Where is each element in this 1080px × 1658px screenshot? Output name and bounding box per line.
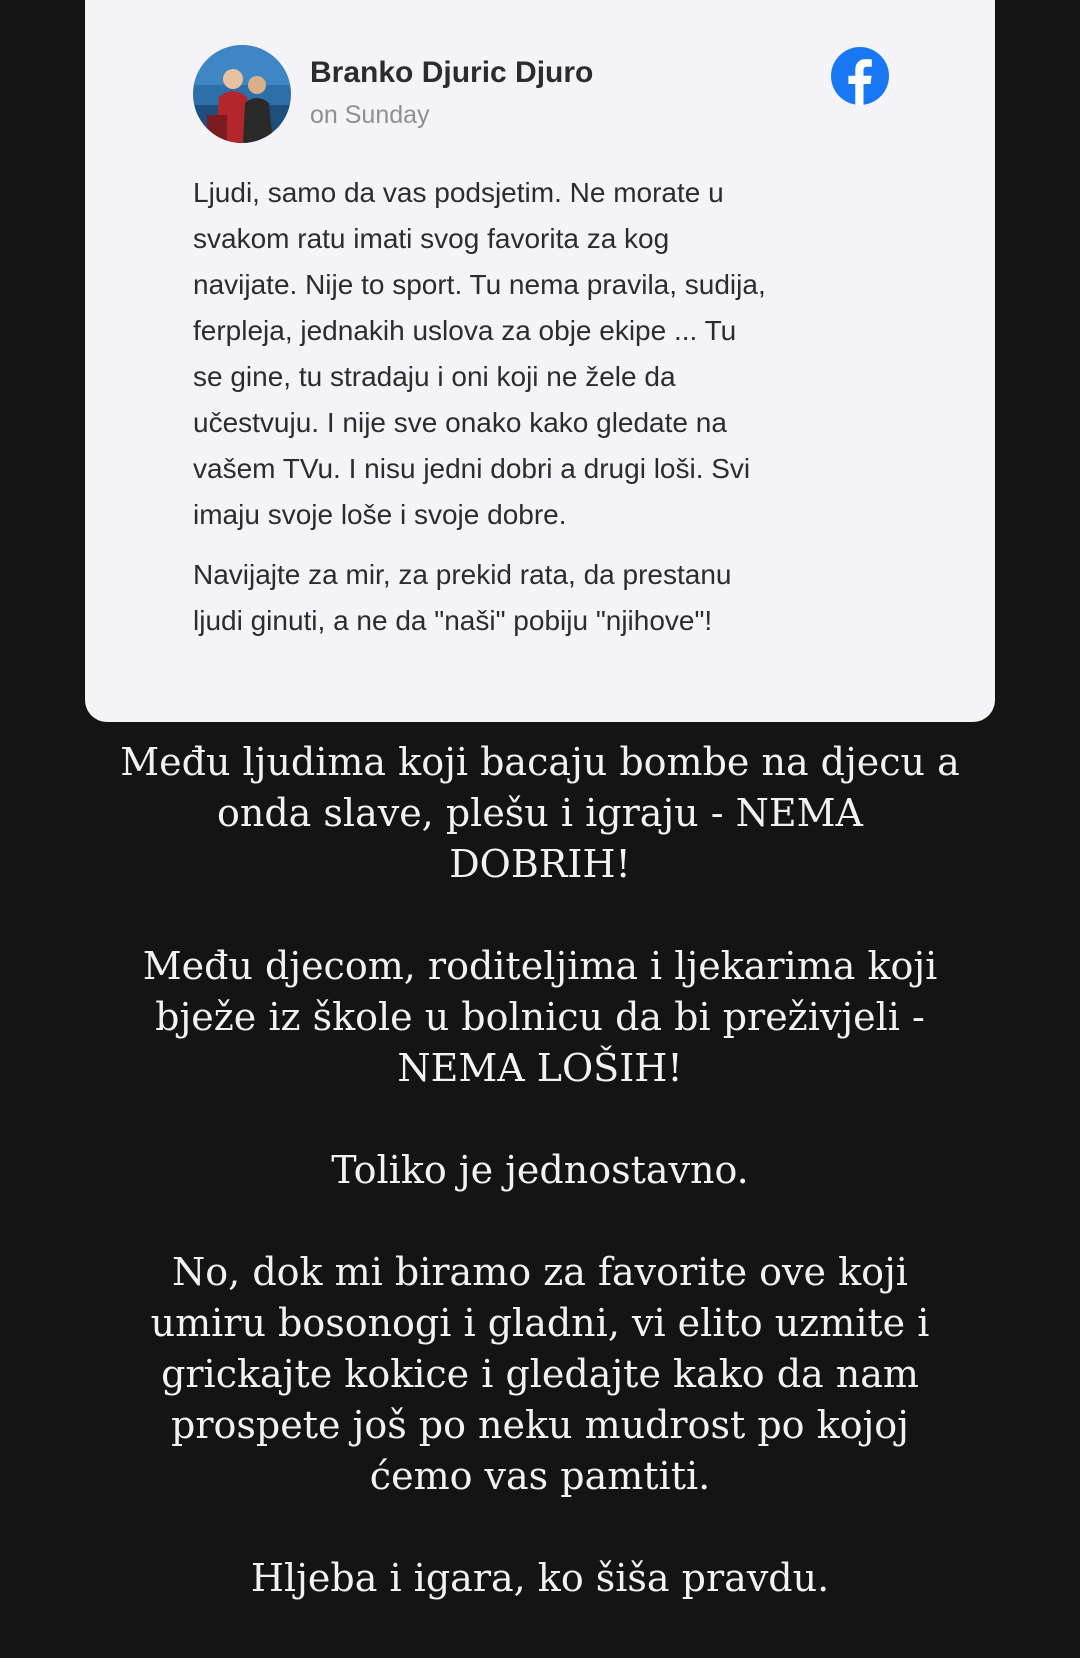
story-paragraph: Toliko je jednostavno. [331,1148,749,1192]
author-avatar[interactable] [193,45,291,143]
shared-post-card[interactable] [85,0,995,722]
post-paragraph: Ljudi, samo da vas podsjetim. Ne morate u svakom ratu imati svog favorita za kog navijate. Nije to sport. Tu nema pravila, sudija, ferpleja, jednakih uslova za obje ekipe ... Tu se gine, tu stradaju i oni koji ne žele da učestvuju. I nije sve onako kako gledate na vašem TVu. I nisu jedni dobri a drugi loši. Svi imaju svoje loše i svoje dobre. [193,177,766,530]
story-paragraph: Hljeba i igara, ko šiša pravdu. [250,1556,830,1600]
post-time: on Sunday [310,101,430,129]
post-paragraph: Navijajte za mir, za prekid rata, da prestanu ljudi ginuti, a ne da "naši" pobiju "njihove"! [193,559,732,636]
author-name[interactable]: Branko Djuric Djuro [310,56,594,89]
post-body [193,170,913,644]
story-paragraph: Među ljudima koji bacaju bombe na djecu a onda slave, plešu i igraju - NEMA DOBRIH! [120,740,960,886]
story-caption [70,737,1010,1604]
story-paragraph: Među djecom, roditeljima i ljekarima koji bježe iz škole u bolnicu da bi preživjeli - NEMA LOŠIH! [142,944,938,1090]
story-paragraph: No, dok mi biramo za favorite ove koji umiru bosonogi i gladni, vi elito uzmite i grickajte kokice i gledajte kako da nam prospete još po neku mudrost po kojoj ćemo vas pamtiti. [150,1250,930,1498]
facebook-icon [831,47,889,105]
